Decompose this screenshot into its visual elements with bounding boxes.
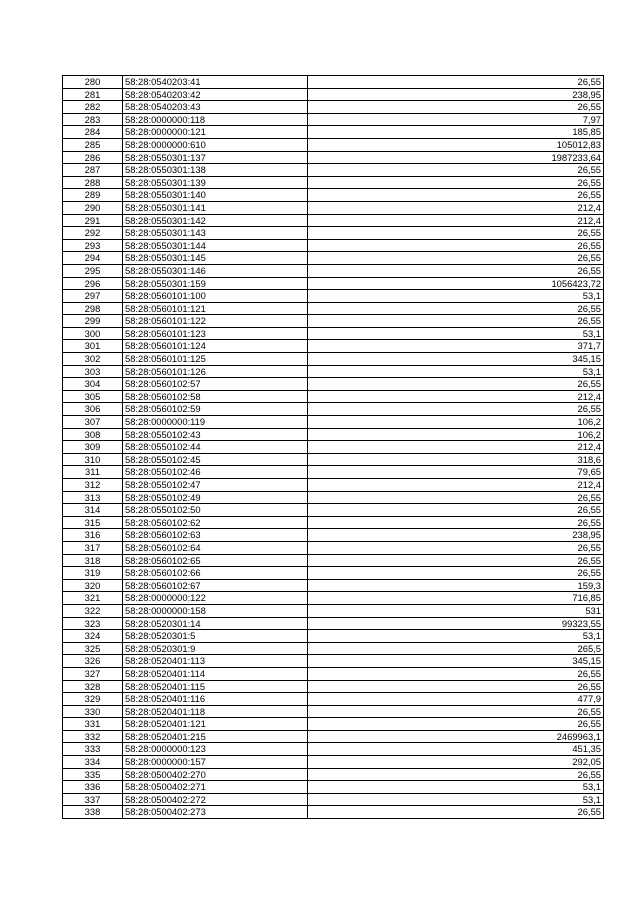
row-number-cell: 315 <box>63 516 123 529</box>
value-cell: 99323,55 <box>308 617 604 630</box>
value-cell: 292,05 <box>308 756 604 769</box>
row-number-cell: 291 <box>63 214 123 227</box>
table-row <box>63 302 604 315</box>
value-cell: 53,1 <box>308 365 604 378</box>
cadastral-number-cell: 58:28:0540203:41 <box>123 76 308 89</box>
table-row <box>63 76 604 89</box>
cadastral-number-cell: 58:28:0550301:143 <box>123 227 308 240</box>
row-number-cell: 310 <box>63 453 123 466</box>
data-table <box>62 75 604 819</box>
table-row <box>63 453 604 466</box>
cadastral-number-cell: 58:28:0560102:66 <box>123 567 308 580</box>
cadastral-number-cell: 58:28:0000000:158 <box>123 604 308 617</box>
cadastral-number-cell: 58:28:0550301:138 <box>123 164 308 177</box>
row-number-cell: 290 <box>63 201 123 214</box>
value-cell: 212,4 <box>308 479 604 492</box>
row-number-cell: 338 <box>63 806 123 819</box>
table-row <box>63 730 604 743</box>
table-row <box>63 201 604 214</box>
cadastral-number-cell: 58:28:0560101:124 <box>123 340 308 353</box>
table-row <box>63 403 604 416</box>
row-number-cell: 293 <box>63 239 123 252</box>
value-cell: 26,55 <box>308 239 604 252</box>
cadastral-number-cell: 58:28:0560101:122 <box>123 315 308 328</box>
table-row <box>63 101 604 114</box>
value-cell: 451,35 <box>308 743 604 756</box>
row-number-cell: 317 <box>63 541 123 554</box>
table-row <box>63 541 604 554</box>
row-number-cell: 285 <box>63 138 123 151</box>
row-number-cell: 298 <box>63 302 123 315</box>
cadastral-number-cell: 58:28:0520301:14 <box>123 617 308 630</box>
row-number-cell: 305 <box>63 390 123 403</box>
row-number-cell: 329 <box>63 693 123 706</box>
row-number-cell: 282 <box>63 101 123 114</box>
cadastral-number-cell: 58:28:0520401:121 <box>123 718 308 731</box>
value-cell: 238,95 <box>308 88 604 101</box>
table-row <box>63 252 604 265</box>
value-cell: 1056423,72 <box>308 277 604 290</box>
cadastral-number-cell: 58:28:0500402:271 <box>123 781 308 794</box>
table-row <box>63 290 604 303</box>
row-number-cell: 328 <box>63 680 123 693</box>
value-cell: 26,55 <box>308 705 604 718</box>
table-row <box>63 126 604 139</box>
cadastral-number-cell: 58:28:0550301:146 <box>123 264 308 277</box>
row-number-cell: 327 <box>63 667 123 680</box>
table-row <box>63 138 604 151</box>
cadastral-number-cell: 58:28:0560102:62 <box>123 516 308 529</box>
row-number-cell: 300 <box>63 327 123 340</box>
value-cell: 26,55 <box>308 806 604 819</box>
table-row <box>63 592 604 605</box>
value-cell: 26,55 <box>308 567 604 580</box>
row-number-cell: 284 <box>63 126 123 139</box>
value-cell: 531 <box>308 604 604 617</box>
table-row <box>63 353 604 366</box>
table-row <box>63 516 604 529</box>
table-row <box>63 793 604 806</box>
value-cell: 26,55 <box>308 189 604 202</box>
cadastral-number-cell: 58:28:0540203:42 <box>123 88 308 101</box>
value-cell: 79,65 <box>308 466 604 479</box>
value-cell: 26,55 <box>308 504 604 517</box>
cadastral-number-cell: 58:28:0550301:144 <box>123 239 308 252</box>
row-number-cell: 299 <box>63 315 123 328</box>
cadastral-number-cell: 58:28:0550102:43 <box>123 428 308 441</box>
value-cell: 53,1 <box>308 327 604 340</box>
value-cell: 345,15 <box>308 655 604 668</box>
row-number-cell: 331 <box>63 718 123 731</box>
cadastral-number-cell: 58:28:0520401:115 <box>123 680 308 693</box>
table-row <box>63 718 604 731</box>
table-row <box>63 667 604 680</box>
table-row <box>63 693 604 706</box>
cadastral-number-cell: 58:28:0550301:140 <box>123 189 308 202</box>
table-row <box>63 176 604 189</box>
row-number-cell: 303 <box>63 365 123 378</box>
cadastral-number-cell: 58:28:0550102:45 <box>123 453 308 466</box>
cadastral-number-cell: 58:28:0520401:116 <box>123 693 308 706</box>
cadastral-number-cell: 58:28:0550301:159 <box>123 277 308 290</box>
value-cell: 26,55 <box>308 378 604 391</box>
cadastral-number-cell: 58:28:0550102:50 <box>123 504 308 517</box>
cadastral-number-cell: 58:28:0550102:46 <box>123 466 308 479</box>
value-cell: 371,7 <box>308 340 604 353</box>
cadastral-number-cell: 58:28:0550102:49 <box>123 491 308 504</box>
row-number-cell: 309 <box>63 441 123 454</box>
value-cell: 26,55 <box>308 768 604 781</box>
table-row <box>63 579 604 592</box>
row-number-cell: 333 <box>63 743 123 756</box>
cadastral-number-cell: 58:28:0560102:57 <box>123 378 308 391</box>
cadastral-number-cell: 58:28:0550301:141 <box>123 201 308 214</box>
cadastral-number-cell: 58:28:0520301:5 <box>123 630 308 643</box>
value-cell: 212,4 <box>308 390 604 403</box>
table-row <box>63 378 604 391</box>
table-row <box>63 567 604 580</box>
row-number-cell: 301 <box>63 340 123 353</box>
value-cell: 159,3 <box>308 579 604 592</box>
row-number-cell: 330 <box>63 705 123 718</box>
row-number-cell: 320 <box>63 579 123 592</box>
value-cell: 318,6 <box>308 453 604 466</box>
row-number-cell: 313 <box>63 491 123 504</box>
value-cell: 26,55 <box>308 252 604 265</box>
value-cell: 26,55 <box>308 680 604 693</box>
value-cell: 716,85 <box>308 592 604 605</box>
table-row <box>63 164 604 177</box>
table-row <box>63 504 604 517</box>
value-cell: 265,5 <box>308 642 604 655</box>
row-number-cell: 292 <box>63 227 123 240</box>
row-number-cell: 287 <box>63 164 123 177</box>
row-number-cell: 281 <box>63 88 123 101</box>
table-row <box>63 768 604 781</box>
row-number-cell: 306 <box>63 403 123 416</box>
table-row <box>63 554 604 567</box>
cadastral-number-cell: 58:28:0550301:145 <box>123 252 308 265</box>
cadastral-number-cell: 58:28:0560102:59 <box>123 403 308 416</box>
table-row <box>63 604 604 617</box>
table-row <box>63 327 604 340</box>
cadastral-number-cell: 58:28:0500402:270 <box>123 768 308 781</box>
cadastral-number-cell: 58:28:0550301:137 <box>123 151 308 164</box>
row-number-cell: 325 <box>63 642 123 655</box>
table-row <box>63 88 604 101</box>
row-number-cell: 334 <box>63 756 123 769</box>
table-row <box>63 529 604 542</box>
row-number-cell: 332 <box>63 730 123 743</box>
row-number-cell: 308 <box>63 428 123 441</box>
value-cell: 26,55 <box>308 264 604 277</box>
value-cell: 26,55 <box>308 718 604 731</box>
table-row <box>63 705 604 718</box>
row-number-cell: 311 <box>63 466 123 479</box>
cadastral-number-cell: 58:28:0560101:121 <box>123 302 308 315</box>
value-cell: 106,2 <box>308 428 604 441</box>
cadastral-number-cell: 58:28:0000000:119 <box>123 416 308 429</box>
value-cell: 26,55 <box>308 176 604 189</box>
cadastral-number-cell: 58:28:0560101:125 <box>123 353 308 366</box>
cadastral-number-cell: 58:28:0000000:157 <box>123 756 308 769</box>
row-number-cell: 302 <box>63 353 123 366</box>
table-row <box>63 630 604 643</box>
cadastral-number-cell: 58:28:0560102:64 <box>123 541 308 554</box>
table-row <box>63 806 604 819</box>
cadastral-number-cell: 58:28:0000000:118 <box>123 113 308 126</box>
value-cell: 26,55 <box>308 667 604 680</box>
table-row <box>63 151 604 164</box>
table-row <box>63 227 604 240</box>
table-row <box>63 491 604 504</box>
table-row <box>63 781 604 794</box>
table-row <box>63 441 604 454</box>
table-row <box>63 479 604 492</box>
value-cell: 53,1 <box>308 290 604 303</box>
row-number-cell: 295 <box>63 264 123 277</box>
row-number-cell: 316 <box>63 529 123 542</box>
cadastral-number-cell: 58:28:0520401:215 <box>123 730 308 743</box>
value-cell: 212,4 <box>308 214 604 227</box>
value-cell: 477,9 <box>308 693 604 706</box>
value-cell: 26,55 <box>308 491 604 504</box>
table-body <box>63 76 604 819</box>
row-number-cell: 286 <box>63 151 123 164</box>
row-number-cell: 322 <box>63 604 123 617</box>
table-row <box>63 214 604 227</box>
value-cell: 53,1 <box>308 630 604 643</box>
value-cell: 106,2 <box>308 416 604 429</box>
cadastral-number-cell: 58:28:0000000:123 <box>123 743 308 756</box>
table-row <box>63 340 604 353</box>
row-number-cell: 323 <box>63 617 123 630</box>
cadastral-number-cell: 58:28:0520401:114 <box>123 667 308 680</box>
value-cell: 53,1 <box>308 781 604 794</box>
cadastral-number-cell: 58:28:0550301:142 <box>123 214 308 227</box>
table-row <box>63 239 604 252</box>
table-row <box>63 756 604 769</box>
table-row <box>63 655 604 668</box>
cadastral-number-cell: 58:28:0550301:139 <box>123 176 308 189</box>
value-cell: 2469963,1 <box>308 730 604 743</box>
row-number-cell: 294 <box>63 252 123 265</box>
cadastral-number-cell: 58:28:0550102:44 <box>123 441 308 454</box>
value-cell: 26,55 <box>308 541 604 554</box>
value-cell: 26,55 <box>308 302 604 315</box>
value-cell: 26,55 <box>308 76 604 89</box>
value-cell: 7,97 <box>308 113 604 126</box>
cadastral-number-cell: 58:28:0520301:9 <box>123 642 308 655</box>
value-cell: 26,55 <box>308 164 604 177</box>
row-number-cell: 307 <box>63 416 123 429</box>
value-cell: 105012,83 <box>308 138 604 151</box>
table-row <box>63 264 604 277</box>
table-row <box>63 617 604 630</box>
cadastral-number-cell: 58:28:0560101:126 <box>123 365 308 378</box>
row-number-cell: 304 <box>63 378 123 391</box>
value-cell: 26,55 <box>308 227 604 240</box>
value-cell: 26,55 <box>308 554 604 567</box>
cadastral-number-cell: 58:28:0000000:122 <box>123 592 308 605</box>
cadastral-number-cell: 58:28:0500402:272 <box>123 793 308 806</box>
value-cell: 1987233,64 <box>308 151 604 164</box>
row-number-cell: 326 <box>63 655 123 668</box>
table-row <box>63 743 604 756</box>
cadastral-number-cell: 58:28:0550102:47 <box>123 479 308 492</box>
row-number-cell: 297 <box>63 290 123 303</box>
row-number-cell: 336 <box>63 781 123 794</box>
cadastral-number-cell: 58:28:0560101:123 <box>123 327 308 340</box>
row-number-cell: 312 <box>63 479 123 492</box>
value-cell: 26,55 <box>308 101 604 114</box>
table-row <box>63 390 604 403</box>
value-cell: 26,55 <box>308 403 604 416</box>
value-cell: 26,55 <box>308 516 604 529</box>
value-cell: 53,1 <box>308 793 604 806</box>
cadastral-number-cell: 58:28:0500402:273 <box>123 806 308 819</box>
table-row <box>63 680 604 693</box>
table-row <box>63 416 604 429</box>
cadastral-number-cell: 58:28:0520401:118 <box>123 705 308 718</box>
row-number-cell: 283 <box>63 113 123 126</box>
table-row <box>63 315 604 328</box>
table-row <box>63 113 604 126</box>
value-cell: 26,55 <box>308 315 604 328</box>
cadastral-number-cell: 58:28:0560102:67 <box>123 579 308 592</box>
table-row <box>63 466 604 479</box>
row-number-cell: 335 <box>63 768 123 781</box>
value-cell: 345,15 <box>308 353 604 366</box>
row-number-cell: 319 <box>63 567 123 580</box>
row-number-cell: 318 <box>63 554 123 567</box>
cadastral-number-cell: 58:28:0560102:65 <box>123 554 308 567</box>
row-number-cell: 280 <box>63 76 123 89</box>
cadastral-number-cell: 58:28:0560102:63 <box>123 529 308 542</box>
table-row <box>63 189 604 202</box>
cadastral-number-cell: 58:28:0560101:100 <box>123 290 308 303</box>
row-number-cell: 321 <box>63 592 123 605</box>
value-cell: 238,95 <box>308 529 604 542</box>
row-number-cell: 324 <box>63 630 123 643</box>
table-row <box>63 277 604 290</box>
cadastral-number-cell: 58:28:0000000:121 <box>123 126 308 139</box>
table-row <box>63 365 604 378</box>
table-row <box>63 642 604 655</box>
cadastral-number-cell: 58:28:0000000:610 <box>123 138 308 151</box>
value-cell: 212,4 <box>308 201 604 214</box>
row-number-cell: 337 <box>63 793 123 806</box>
row-number-cell: 296 <box>63 277 123 290</box>
cadastral-number-cell: 58:28:0560102:58 <box>123 390 308 403</box>
cadastral-number-cell: 58:28:0520401:113 <box>123 655 308 668</box>
cadastral-number-cell: 58:28:0540203:43 <box>123 101 308 114</box>
value-cell: 212,4 <box>308 441 604 454</box>
table-row <box>63 428 604 441</box>
row-number-cell: 289 <box>63 189 123 202</box>
value-cell: 185,85 <box>308 126 604 139</box>
row-number-cell: 314 <box>63 504 123 517</box>
row-number-cell: 288 <box>63 176 123 189</box>
